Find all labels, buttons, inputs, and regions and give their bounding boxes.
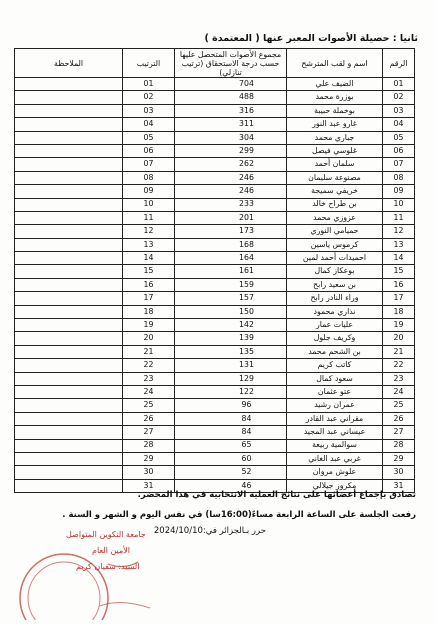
cell-note <box>15 211 123 224</box>
cell-rank: 21 <box>383 345 415 358</box>
cell-order: 13 <box>123 238 175 251</box>
col-header-rank: الرقم <box>383 49 415 78</box>
col-header-votes: مجموع الأصوات المتحصل عليها حسب درجة الاستحقاق (ترتيب تنازلي) <box>175 49 287 78</box>
cell-votes: 135 <box>175 345 287 358</box>
cell-votes: 246 <box>175 185 287 198</box>
cell-name: بوعكاز كمال <box>287 265 383 278</box>
cell-order: 16 <box>123 278 175 291</box>
cell-name: غربي عبد الغاني <box>287 452 383 465</box>
cell-votes: 65 <box>175 439 287 452</box>
table-row <box>15 372 415 385</box>
cell-note <box>15 278 123 291</box>
cell-votes: 139 <box>175 332 287 345</box>
cell-votes: 201 <box>175 211 287 224</box>
table-row <box>15 399 415 412</box>
cell-votes: 60 <box>175 452 287 465</box>
cell-votes: 164 <box>175 252 287 265</box>
table-row <box>15 104 415 117</box>
date-place-line: حرر بـالجزائر في:2024/10/10 <box>153 526 266 536</box>
cell-note <box>15 238 123 251</box>
cell-votes: 159 <box>175 278 287 291</box>
cell-note <box>15 466 123 479</box>
cell-order: 11 <box>123 211 175 224</box>
table-header-row <box>15 49 415 78</box>
cell-votes: 142 <box>175 319 287 332</box>
col-header-order: الترتيب <box>123 49 175 78</box>
cell-name: مصنوعة سليمان <box>287 171 383 184</box>
cell-note <box>15 185 123 198</box>
cell-name: سعود كمال <box>287 372 383 385</box>
cell-rank: 07 <box>383 158 415 171</box>
cell-name: نذاري محمود <box>287 305 383 318</box>
cell-votes: 131 <box>175 359 287 372</box>
cell-note <box>15 412 123 425</box>
table-row <box>15 171 415 184</box>
cell-order: 22 <box>123 359 175 372</box>
cell-name: بوزرة محمد <box>287 91 383 104</box>
session-close-line: رفعت الجلسة على الساعة الرابعة مساءً(16:00سا) في نفس اليوم و الشهر و السنة . <box>62 510 416 520</box>
cell-rank: 18 <box>383 305 415 318</box>
cell-note <box>15 91 123 104</box>
stamp-and-signature <box>4 520 174 620</box>
table-row <box>15 265 415 278</box>
cell-order: 29 <box>123 452 175 465</box>
table-row <box>15 91 415 104</box>
cell-note <box>15 144 123 157</box>
cell-votes: 246 <box>175 171 287 184</box>
cell-note <box>15 305 123 318</box>
table-row <box>15 466 415 479</box>
cell-rank: 06 <box>383 144 415 157</box>
cell-rank: 09 <box>383 185 415 198</box>
cell-votes: 129 <box>175 372 287 385</box>
cell-rank: 31 <box>383 479 415 492</box>
cell-order: 15 <box>123 265 175 278</box>
cell-note <box>15 118 123 131</box>
cell-name: عتو عثمان <box>287 385 383 398</box>
cell-rank: 02 <box>383 91 415 104</box>
cell-note <box>15 345 123 358</box>
cell-name: عمران رشيد <box>287 399 383 412</box>
cell-name: غارو عبد النور <box>287 118 383 131</box>
results-table <box>14 48 415 493</box>
table-row <box>15 332 415 345</box>
approval-line: تصادق بإجماع أعضائها على نتائج العملية الانتخابية في هذا المحضر. <box>137 490 416 500</box>
cell-note <box>15 78 123 91</box>
cell-votes: 157 <box>175 292 287 305</box>
cell-name: بن الشحم محمد <box>287 345 383 358</box>
cell-rank: 12 <box>383 225 415 238</box>
cell-rank: 03 <box>383 104 415 117</box>
cell-rank: 14 <box>383 252 415 265</box>
cell-rank: 27 <box>383 426 415 439</box>
cell-rank: 16 <box>383 278 415 291</box>
cell-note <box>15 265 123 278</box>
cell-name: بن طراح خالد <box>287 198 383 211</box>
table-row <box>15 305 415 318</box>
cell-votes: 233 <box>175 198 287 211</box>
cell-rank: 24 <box>383 385 415 398</box>
cell-order: 27 <box>123 426 175 439</box>
cell-rank: 13 <box>383 238 415 251</box>
cell-note <box>15 479 123 492</box>
cell-name: كاتب كريم <box>287 359 383 372</box>
col-header-note: الملاحظة <box>15 49 123 78</box>
cell-rank: 05 <box>383 131 415 144</box>
table-row <box>15 278 415 291</box>
cell-order: 07 <box>123 158 175 171</box>
cell-votes: 52 <box>175 466 287 479</box>
cell-rank: 04 <box>383 118 415 131</box>
table-row <box>15 185 415 198</box>
cell-order: 04 <box>123 118 175 131</box>
cell-rank: 23 <box>383 372 415 385</box>
cell-votes: 311 <box>175 118 287 131</box>
cell-order: 12 <box>123 225 175 238</box>
cell-rank: 01 <box>383 78 415 91</box>
table-row <box>15 439 415 452</box>
cell-name: كرموس ياسين <box>287 238 383 251</box>
cell-note <box>15 319 123 332</box>
cell-rank: 22 <box>383 359 415 372</box>
cell-rank: 10 <box>383 198 415 211</box>
table-row <box>15 359 415 372</box>
signature-name: السيد: سفيان كريم <box>76 562 140 571</box>
cell-votes: 168 <box>175 238 287 251</box>
cell-name: وكريف جلول <box>287 332 383 345</box>
cell-note <box>15 385 123 398</box>
cell-name: خريفي سميحة <box>287 185 383 198</box>
table-row <box>15 131 415 144</box>
signature-institution: جامعة التكوين المتواصل <box>66 530 146 539</box>
cell-order: 23 <box>123 372 175 385</box>
cell-note <box>15 104 123 117</box>
cell-votes: 316 <box>175 104 287 117</box>
cell-votes: 96 <box>175 399 287 412</box>
cell-votes: 704 <box>175 78 287 91</box>
cell-order: 01 <box>123 78 175 91</box>
table-row <box>15 426 415 439</box>
cell-name: عيساني عبد المجيد <box>287 426 383 439</box>
cell-order: 28 <box>123 439 175 452</box>
cell-name: علوش مروان <box>287 466 383 479</box>
cell-note <box>15 292 123 305</box>
table-row <box>15 412 415 425</box>
table-row <box>15 385 415 398</box>
cell-order: 20 <box>123 332 175 345</box>
cell-name: بن سعيد رابح <box>287 278 383 291</box>
cell-votes: 122 <box>175 385 287 398</box>
cell-votes: 304 <box>175 131 287 144</box>
cell-name: حميامي النوري <box>287 225 383 238</box>
table-row <box>15 452 415 465</box>
table-row <box>15 238 415 251</box>
table-row <box>15 319 415 332</box>
cell-votes: 488 <box>175 91 287 104</box>
cell-order: 09 <box>123 185 175 198</box>
cell-name: عليات عمار <box>287 319 383 332</box>
cell-order: 10 <box>123 198 175 211</box>
cell-note <box>15 439 123 452</box>
cell-name: الضيف علي <box>287 78 383 91</box>
cell-name: جباري محمد <box>287 131 383 144</box>
cell-votes: 84 <box>175 426 287 439</box>
cell-order: 31 <box>123 479 175 492</box>
cell-order: 26 <box>123 412 175 425</box>
page-heading: ثانيا : حصيلة الأصوات المعبر عنها ( المعتمدة ) <box>204 33 418 44</box>
cell-votes: 84 <box>175 412 287 425</box>
cell-name: عزوزي محمد <box>287 211 383 224</box>
cell-name: احميدات أحمد لمين <box>287 252 383 265</box>
cell-order: 17 <box>123 292 175 305</box>
cell-rank: 30 <box>383 466 415 479</box>
cell-name: غلوسي فيصل <box>287 144 383 157</box>
cell-order: 18 <box>123 305 175 318</box>
col-header-name: اسم و لقب المترشح <box>287 49 383 78</box>
cell-order: 30 <box>123 466 175 479</box>
table-row <box>15 144 415 157</box>
cell-note <box>15 399 123 412</box>
cell-note <box>15 332 123 345</box>
cell-votes: 150 <box>175 305 287 318</box>
cell-order: 05 <box>123 131 175 144</box>
cell-note <box>15 452 123 465</box>
table-row <box>15 78 415 91</box>
signature-title: الأمين العام <box>92 546 131 555</box>
cell-name: مقراني عبد القادر <box>287 412 383 425</box>
cell-rank: 08 <box>383 171 415 184</box>
cell-name: سلمان أحمد <box>287 158 383 171</box>
table-row <box>15 158 415 171</box>
cell-name: بوخملة حبيبة <box>287 104 383 117</box>
cell-note <box>15 171 123 184</box>
cell-rank: 15 <box>383 265 415 278</box>
table-row <box>15 118 415 131</box>
cell-votes: 46 <box>175 479 287 492</box>
table-row <box>15 345 415 358</box>
cell-votes: 262 <box>175 158 287 171</box>
cell-rank: 29 <box>383 452 415 465</box>
cell-note <box>15 372 123 385</box>
cell-votes: 299 <box>175 144 287 157</box>
cell-order: 08 <box>123 171 175 184</box>
cell-rank: 28 <box>383 439 415 452</box>
cell-order: 03 <box>123 104 175 117</box>
cell-order: 06 <box>123 144 175 157</box>
cell-order: 21 <box>123 345 175 358</box>
cell-votes: 173 <box>175 225 287 238</box>
cell-note <box>15 158 123 171</box>
cell-rank: 11 <box>383 211 415 224</box>
table-row <box>15 198 415 211</box>
cell-name: وراء النادر رابح <box>287 292 383 305</box>
cell-note <box>15 131 123 144</box>
cell-votes: 161 <box>175 265 287 278</box>
cell-note <box>15 198 123 211</box>
cell-name: سوالمية ربيعة <box>287 439 383 452</box>
cell-order: 14 <box>123 252 175 265</box>
cell-rank: 19 <box>383 319 415 332</box>
cell-name: مكروز جيلالي <box>287 479 383 492</box>
cell-order: 02 <box>123 91 175 104</box>
cell-order: 19 <box>123 319 175 332</box>
cell-rank: 17 <box>383 292 415 305</box>
cell-note <box>15 225 123 238</box>
table-row <box>15 292 415 305</box>
cell-order: 25 <box>123 399 175 412</box>
table-row <box>15 211 415 224</box>
cell-note <box>15 359 123 372</box>
table-row <box>15 252 415 265</box>
cell-rank: 25 <box>383 399 415 412</box>
cell-note <box>15 252 123 265</box>
cell-rank: 20 <box>383 332 415 345</box>
cell-note <box>15 426 123 439</box>
table-row <box>15 225 415 238</box>
cell-rank: 26 <box>383 412 415 425</box>
cell-order: 24 <box>123 385 175 398</box>
